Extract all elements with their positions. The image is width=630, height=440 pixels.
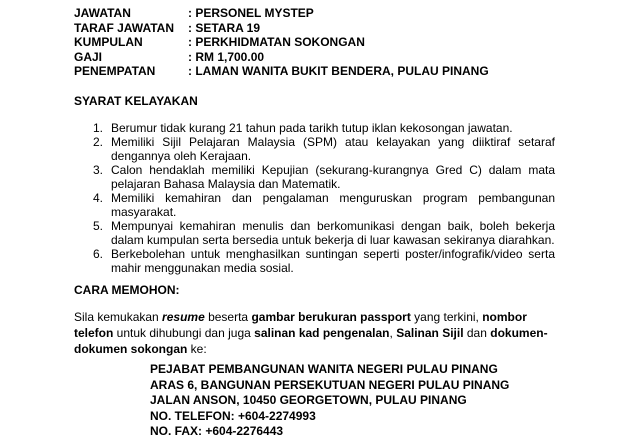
job-info-table [74, 6, 489, 79]
requirement-item [74, 247, 555, 275]
requirement-text: Memiliki kemahiran dan pengalaman menguruskan program pembangunan masyarakat. [111, 191, 555, 219]
job-info-label: GAJI [74, 49, 103, 64]
requirement-number: 3. [93, 163, 104, 177]
job-info-label: PENEMPATAN [74, 64, 156, 78]
job-info-value: : RM 1,700.00 [188, 49, 265, 64]
fax-number: NO. FAX: +604-2276443 [150, 424, 284, 438]
job-info-value: : PERSONEL MYSTEP [188, 6, 314, 20]
requirement-number: 6. [93, 247, 104, 261]
apply-text-resume: resume [162, 310, 205, 324]
apply-text: yang terkini, [410, 310, 483, 324]
apply-text-docs: dokumen-dokumen sokongan [74, 326, 548, 356]
job-info-label: JAWATAN [74, 6, 131, 20]
requirement-number: 2. [93, 135, 104, 149]
job-info-row [74, 35, 489, 50]
requirement-text: Mempunyai kemahiran menulis dan berkomunikasi dengan baik, boleh bekerja dalam kumpulan serta bersedia untuk bekerja di luar kawasan sekiranya diarahkan. [111, 219, 555, 247]
requirements-list [74, 121, 555, 275]
requirement-text: Berumur tidak kurang 21 tahun pada tarikh tutup iklan kekosongan jawatan. [111, 121, 513, 135]
job-info-row [74, 6, 489, 21]
apply-text: untuk dihubungi dan juga [113, 326, 255, 340]
apply-text: beserta [204, 310, 252, 324]
apply-text: dan [463, 326, 491, 340]
job-info-row [74, 21, 489, 36]
apply-text-phone: nombor telefon [74, 310, 527, 340]
job-info-row [74, 64, 489, 79]
job-info-value: : PERKHIDMATAN SOKONGAN [188, 35, 365, 49]
address-line: JALAN ANSON, 10450 GEORGETOWN, PULAU PINANG [150, 393, 467, 407]
apply-heading: CARA MEMOHON: [74, 283, 180, 297]
apply-text: , [389, 326, 397, 340]
requirement-item [74, 135, 555, 163]
job-info-row [74, 50, 489, 65]
requirement-item [74, 163, 555, 191]
apply-text-photo: gambar berukuran passport [251, 310, 411, 324]
address-line: ARAS 6, BANGUNAN PERSEKUTUAN NEGERI PULAU PINANG [150, 377, 510, 392]
apply-text-cert: Salinan Sijil [396, 326, 464, 340]
apply-text-ic: salinan kad pengenalan [254, 326, 390, 340]
job-info-value: : LAMAN WANITA BUKIT BENDERA, PULAU PINANG [188, 64, 489, 78]
requirement-item [74, 219, 555, 247]
job-info-value: : SETARA 19 [188, 20, 261, 35]
requirements-heading: SYARAT KELAYAKAN [74, 94, 198, 108]
apply-paragraph [74, 309, 555, 357]
job-info-label: KUMPULAN [74, 35, 143, 49]
requirement-text: Memiliki Sijil Pelajaran Malaysia (SPM) atau kelayakan yang diiktiraf setaraf dengannya oleh Kerajaan. [111, 135, 555, 163]
requirement-number: 4. [93, 191, 104, 205]
job-info-label: TARAF JAWATAN [74, 20, 174, 35]
requirement-number: 5. [93, 219, 104, 233]
requirement-item [74, 121, 555, 135]
address-line: PEJABAT PEMBANGUNAN WANITA NEGERI PULAU PINANG [150, 362, 498, 376]
requirement-item [74, 191, 555, 219]
apply-text: Sila kemukakan [74, 310, 163, 324]
office-address [150, 362, 509, 440]
apply-text: ke: [187, 342, 207, 356]
requirement-text: Calon hendaklah memiliki Kepujian (sekurang-kurangnya Gred C) dalam mata pelajaran Bahasa Malaysia dan Matematik. [111, 163, 555, 191]
phone-number: NO. TELEFON: +604-2274993 [150, 408, 316, 423]
requirement-text: Berkebolehan untuk menghasilkan suntingan seperti poster/infografik/video serta mahir menggunakan media sosial. [111, 247, 555, 275]
requirement-number: 1. [93, 121, 104, 135]
